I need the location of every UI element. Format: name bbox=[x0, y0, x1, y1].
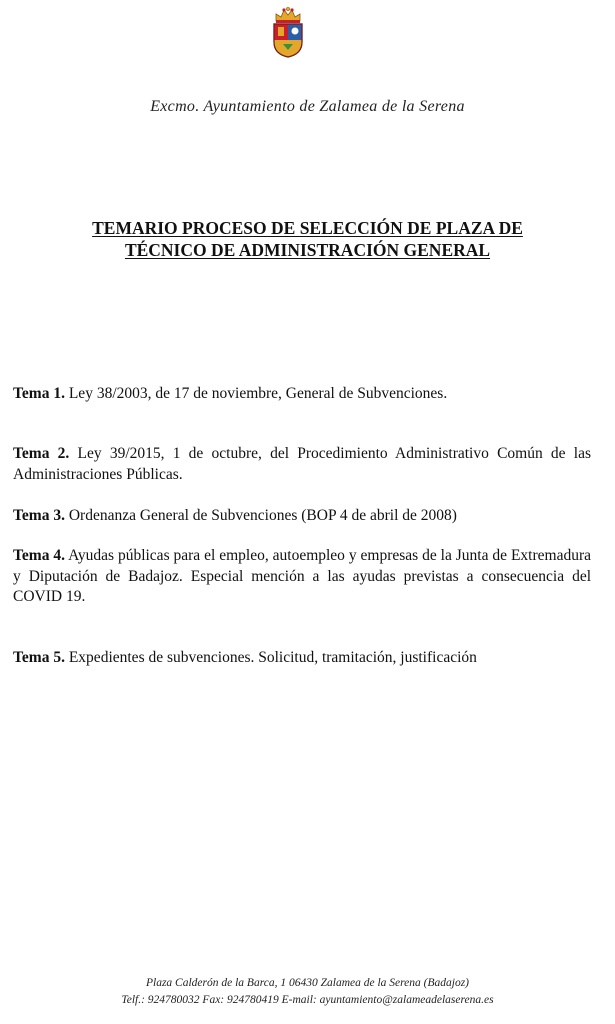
document-title-line-2: TÉCNICO DE ADMINISTRACIÓN GENERAL bbox=[124, 240, 491, 260]
document-title-line-1: TEMARIO PROCESO DE SELECCIÓN DE PLAZA DE bbox=[92, 218, 523, 238]
institution-header: Excmo. Ayuntamiento de Zalamea de la Serena bbox=[150, 98, 465, 115]
coat-of-arms-icon bbox=[270, 6, 306, 58]
topic-3 bbox=[13, 506, 591, 527]
topic-text: Ley 38/2003, de 17 de noviembre, General de Subvenciones. bbox=[68, 385, 448, 402]
page-footer bbox=[0, 975, 615, 1009]
topic-2 bbox=[13, 444, 591, 485]
topic-text: Expedientes de subvenciones. Solicitud, tramitación, justificación bbox=[68, 649, 477, 666]
topic-1 bbox=[13, 384, 591, 405]
topic-label: Tema 3. bbox=[13, 507, 65, 524]
topic-text: Ayudas públicas para el empleo, autoempleo y empresas de la Junta de Extremadura y Diputación de Badajoz. Especial mención a las ayudas previstas a consecuencia del COVID 19. bbox=[13, 547, 591, 605]
footer-address: Plaza Calderón de la Barca, 1 06430 Zalamea de la Serena (Badajoz) bbox=[145, 977, 470, 989]
footer-contact: Telf.: 924780032 Fax: 924780419 E-mail: ayuntamiento@zalameadelaserena.es bbox=[121, 994, 494, 1006]
topic-5 bbox=[13, 648, 591, 669]
topic-text: Ley 39/2015, 1 de octubre, del Procedimiento Administrativo Común de las Administraciones Públicas. bbox=[13, 445, 591, 483]
topic-label: Tema 4. bbox=[13, 547, 66, 564]
topic-label: Tema 5. bbox=[13, 649, 65, 666]
topic-4 bbox=[13, 546, 591, 608]
topic-label: Tema 2. bbox=[13, 445, 70, 462]
topic-text: Ordenanza General de Subvenciones (BOP 4 de abril de 2008) bbox=[68, 507, 457, 524]
document-title bbox=[20, 217, 595, 261]
topic-label: Tema 1. bbox=[13, 385, 65, 402]
